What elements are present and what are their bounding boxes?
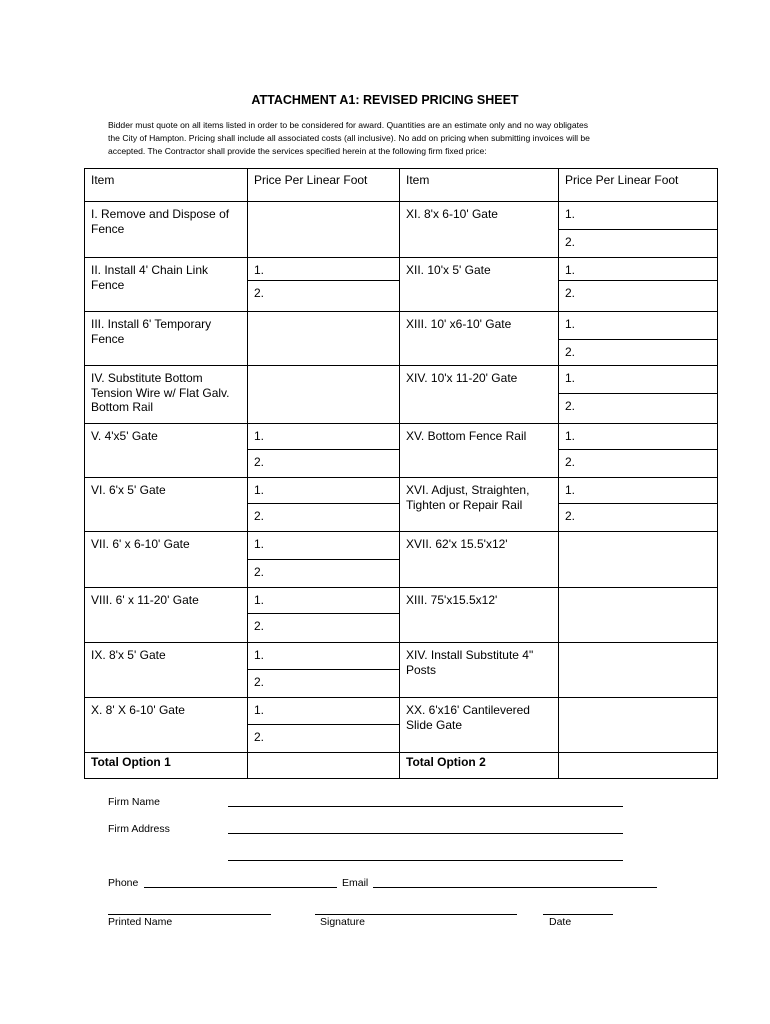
price-cell-1[interactable]: 1. [559,312,718,340]
item-cell: IV. Substitute Bottom Tension Wire w/ Flat Galv. Bottom Rail [85,366,248,424]
total-option-1-value[interactable] [248,753,400,779]
price-cell-1[interactable]: 1. [559,366,718,394]
item-cell: X. 8' X 6-10' Gate [85,698,248,753]
intro-line: Bidder must quote on all items listed in order to be considered for award. Quantities are an estimate only and no way obligates [108,120,589,130]
header-price-left: Price Per Linear Foot [248,169,400,202]
price-cell[interactable] [248,202,400,258]
phone-label: Phone [108,877,139,889]
item-cell: VII. 6' x 6-10' Gate [85,532,248,588]
printed-name-label: Printed Name [108,916,173,928]
item-cell: XIII. 10' x6-10' Gate [400,312,559,366]
table-row [85,532,718,560]
table-row [85,478,718,504]
item-cell: II. Install 4' Chain Link Fence [85,258,248,312]
total-option-1-label: Total Option 1 [85,753,248,779]
price-cell-2[interactable]: 2. [559,340,718,366]
price-cell-1[interactable]: 1. [559,258,718,281]
price-cell-1[interactable]: 1. [559,424,718,450]
price-cell[interactable] [559,643,718,698]
item-cell: XII. 10'x 5' Gate [400,258,559,312]
price-cell-2[interactable]: 2. [559,394,718,424]
price-cell-1[interactable]: 1. [248,258,400,281]
totals-row [85,753,718,779]
item-cell: V. 4'x5' Gate [85,424,248,478]
table-row [85,643,718,670]
intro-line: the City of Hampton. Pricing shall include all associated costs (all inclusive). No add on pricing when submitting invoices will be [108,133,590,143]
email-line[interactable] [373,887,657,888]
item-cell: XX. 6'x16' Cantilevered Slide Gate [400,698,559,753]
price-cell-2[interactable]: 2. [248,504,400,532]
intro-paragraph [108,119,688,158]
price-cell-2[interactable]: 2. [248,450,400,478]
price-cell-1[interactable]: 1. [559,202,718,230]
price-cell-2[interactable]: 2. [248,281,400,312]
item-cell: XIV. Install Substitute 4" Posts [400,643,559,698]
table-row [85,698,718,725]
header-price-right: Price Per Linear Foot [559,169,718,202]
header-item-right: Item [400,169,559,202]
firm-name-line[interactable] [228,806,623,807]
item-cell: XIII. 75'x15.5x12' [400,588,559,643]
price-cell-1[interactable]: 1. [559,478,718,504]
date-line[interactable] [543,914,613,915]
item-cell: IX. 8'x 5' Gate [85,643,248,698]
table-row [85,424,718,450]
firm-address-line-2[interactable] [228,860,623,861]
price-cell-1[interactable]: 1. [248,588,400,614]
price-cell-2[interactable]: 2. [559,281,718,312]
date-label: Date [549,916,572,928]
price-cell[interactable] [559,532,718,588]
item-cell: VIII. 6' x 11-20' Gate [85,588,248,643]
price-cell[interactable] [248,312,400,366]
price-cell-2[interactable]: 2. [248,670,400,698]
price-cell-2[interactable]: 2. [248,614,400,643]
price-cell-2[interactable]: 2. [559,230,718,258]
total-option-2-value[interactable] [559,753,718,779]
price-cell-1[interactable]: 1. [248,424,400,450]
price-cell-2[interactable]: 2. [248,725,400,753]
printed-name-line[interactable] [108,914,271,915]
firm-name-label: Firm Name [108,796,160,808]
firm-address-line[interactable] [228,833,623,834]
header-item-left: Item [85,169,248,202]
price-cell-1[interactable]: 1. [248,478,400,504]
page-title: ATTACHMENT A1: REVISED PRICING SHEET [251,93,519,107]
price-cell[interactable] [248,366,400,424]
price-cell-2[interactable]: 2. [248,560,400,588]
item-cell: I. Remove and Dispose of Fence [85,202,248,258]
table-row [85,258,718,281]
item-cell: XI. 8'x 6-10' Gate [400,202,559,258]
intro-line: accepted. The Contractor shall provide the services specified herein at the following firm fixed price: [108,146,487,156]
table-row [85,202,718,230]
table-header-row [85,169,718,202]
price-cell-1[interactable]: 1. [248,698,400,725]
price-cell-1[interactable]: 1. [248,643,400,670]
item-cell: XV. Bottom Fence Rail [400,424,559,478]
price-cell-2[interactable]: 2. [559,504,718,532]
price-cell[interactable] [559,698,718,753]
price-cell[interactable] [559,588,718,643]
signature-label: Signature [320,916,365,928]
email-label: Email [342,877,369,889]
pricing-table [84,168,718,779]
item-cell: VI. 6'x 5' Gate [85,478,248,532]
item-cell: XVII. 62'x 15.5'x12' [400,532,559,588]
table-row [85,366,718,394]
item-cell: XIV. 10'x 11-20' Gate [400,366,559,424]
table-row [85,588,718,614]
item-cell: III. Install 6' Temporary Fence [85,312,248,366]
total-option-2-label: Total Option 2 [400,753,559,779]
price-cell-1[interactable]: 1. [248,532,400,560]
price-cell-2[interactable]: 2. [559,450,718,478]
firm-address-label: Firm Address [108,823,170,835]
signature-line[interactable] [315,914,517,915]
phone-line[interactable] [144,887,337,888]
table-row [85,312,718,340]
item-cell: XVI. Adjust, Straighten, Tighten or Repair Rail [400,478,559,532]
